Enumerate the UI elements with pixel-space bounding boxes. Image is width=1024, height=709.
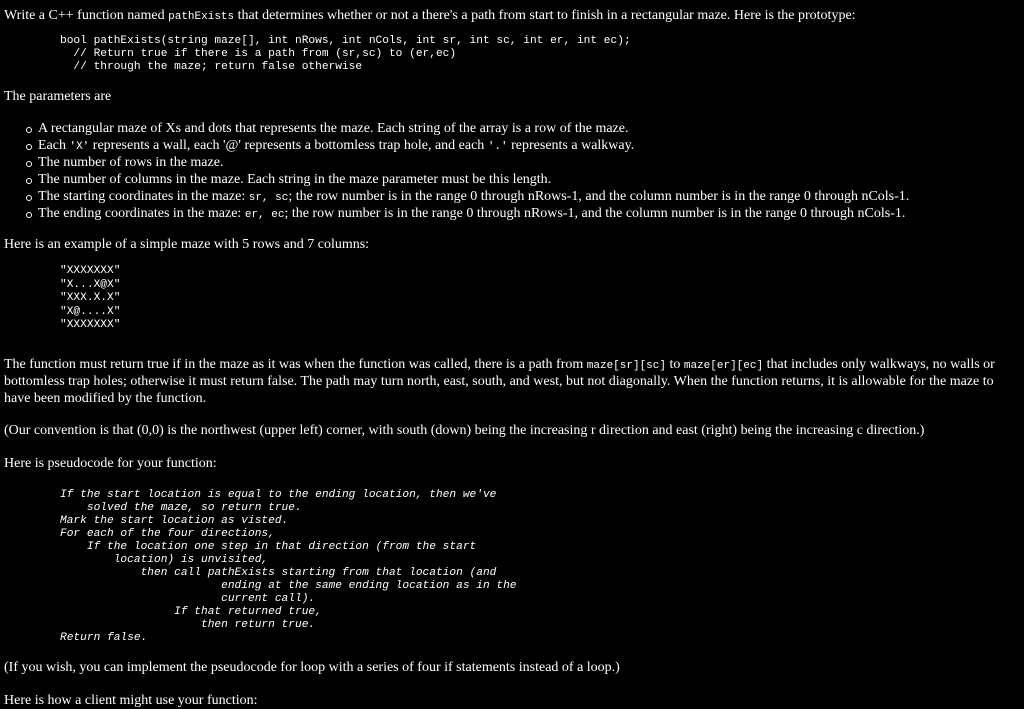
- wall-char-code: 'X': [69, 140, 90, 153]
- example-heading: Here is an example of a simple maze with 5 rows and 7 columns:: [4, 236, 370, 252]
- param-text: ; the row number is in the range 0 through nRows-1, and the column number is in the range 0 through nCols-1.: [284, 206, 906, 222]
- param-text: A rectangular maze of Xs and dots that represents the maze. Each string of the array is a row of the maze.: [38, 121, 629, 136]
- end-coords-code: er, ec: [244, 209, 285, 222]
- param-item-end: [38, 206, 1018, 224]
- pseudocode-line: location) is unvisited,: [60, 554, 269, 567]
- prototype-code-block: [60, 35, 1018, 74]
- param-item-start: [38, 189, 1018, 207]
- param-text: ; the row number is in the range 0 through nRows-1, and the column number is in the range 0 through nCols-1.: [288, 188, 910, 204]
- maze-start-code: maze[sr][sc]: [586, 359, 666, 372]
- param-text: The ending coordinates in the maze:: [38, 206, 245, 222]
- start-coords-code: sr, sc: [248, 191, 289, 204]
- pseudocode-line: current call).: [60, 593, 316, 606]
- maze-example-block: [60, 265, 1018, 333]
- params-heading: The parameters are: [4, 88, 112, 104]
- walkway-char-code: '.': [487, 140, 508, 153]
- maze-row: "XXXXXXX": [60, 319, 121, 332]
- maze-end-code: maze[er][ec]: [683, 359, 764, 372]
- param-text: The starting coordinates in the maze:: [38, 188, 249, 204]
- return-text: to: [665, 356, 684, 372]
- maze-row: "X@....X": [60, 305, 121, 318]
- intro-paragraph: [4, 8, 1018, 26]
- prototype-comment-line: // Return true if there is a path from (sr,sc) to (er,ec): [60, 47, 457, 60]
- maze-row: "XXXXXXX": [60, 265, 121, 278]
- pseudocode-line: solved the maze, so return true.: [60, 502, 302, 515]
- param-item-rows: [38, 155, 1018, 172]
- param-text: The number of columns in the maze. Each string in the maze parameter must be this length.: [38, 172, 552, 188]
- pseudocode-line: For each of the four directions,: [60, 528, 275, 541]
- param-item-symbols: [38, 138, 1018, 156]
- function-name-code: pathExists: [168, 11, 235, 23]
- return-text: that includes only walkways, no walls or bottomless trap holes; otherwise it must return false. The path may turn north, east, south, and west, but not diagonally. When the function returns, it is allowable for the maze to have been modified by the function.: [4, 356, 995, 406]
- intro-text-end: that determines whether or not a there's a path from start to finish in a rectangular maze. Here is the prototype:: [234, 8, 856, 23]
- convention-paragraph: (Our convention is that (0,0) is the northwest (upper left) corner, with south (down) being the increasing r direction and east (right) being the increasing c direction.): [4, 423, 925, 439]
- intro-text-start: Write a C++ function named: [4, 8, 169, 23]
- param-text: represents a wall, each '@' represents a bottomless trap hole, and each: [89, 137, 488, 153]
- pseudocode-line: then call pathExists starting from that location (and: [60, 567, 497, 580]
- pseudocode-line: Return false.: [60, 632, 148, 645]
- param-item-maze: [38, 121, 1018, 138]
- param-text: represents a walkway.: [507, 137, 635, 153]
- client-usage-heading: Here is how a client might use your function:: [4, 692, 258, 708]
- pseudocode-line: ending at the same ending location as in the: [60, 580, 517, 593]
- pseudocode-block: [60, 489, 1018, 645]
- pseudocode-line: If the location one step in that direction (from the start: [60, 541, 477, 554]
- pseudocode-line: If the start location is equal to the ending location, then we've: [60, 489, 497, 502]
- maze-row: "X...X@X": [60, 278, 121, 291]
- param-text: The number of rows in the maze.: [38, 155, 224, 171]
- return-description-paragraph: [4, 357, 1018, 408]
- prototype-line: bool pathExists(string maze[], int nRows, int nCols, int sr, int sc, int er, int ec);: [60, 34, 631, 47]
- pseudocode-line: If that returned true,: [60, 606, 322, 619]
- loop-note-paragraph: (If you wish, you can implement the pseudocode for loop with a series of four if statements instead of a loop.): [4, 660, 620, 676]
- pseudocode-line: then return true.: [60, 619, 316, 632]
- prototype-comment-line: // through the maze; return false otherwise: [60, 60, 363, 73]
- return-text: The function must return true if in the maze as it was when the function was called, there is a path from: [4, 356, 587, 372]
- param-item-cols: [38, 172, 1018, 189]
- param-text: Each: [38, 137, 70, 153]
- parameters-list: [4, 121, 1018, 224]
- maze-row: "XXX.X.X": [60, 292, 121, 305]
- pseudocode-heading: Here is pseudocode for your function:: [4, 455, 217, 471]
- assignment-page: [4, 8, 1018, 709]
- pseudocode-line: Mark the start location as visted.: [60, 515, 289, 528]
